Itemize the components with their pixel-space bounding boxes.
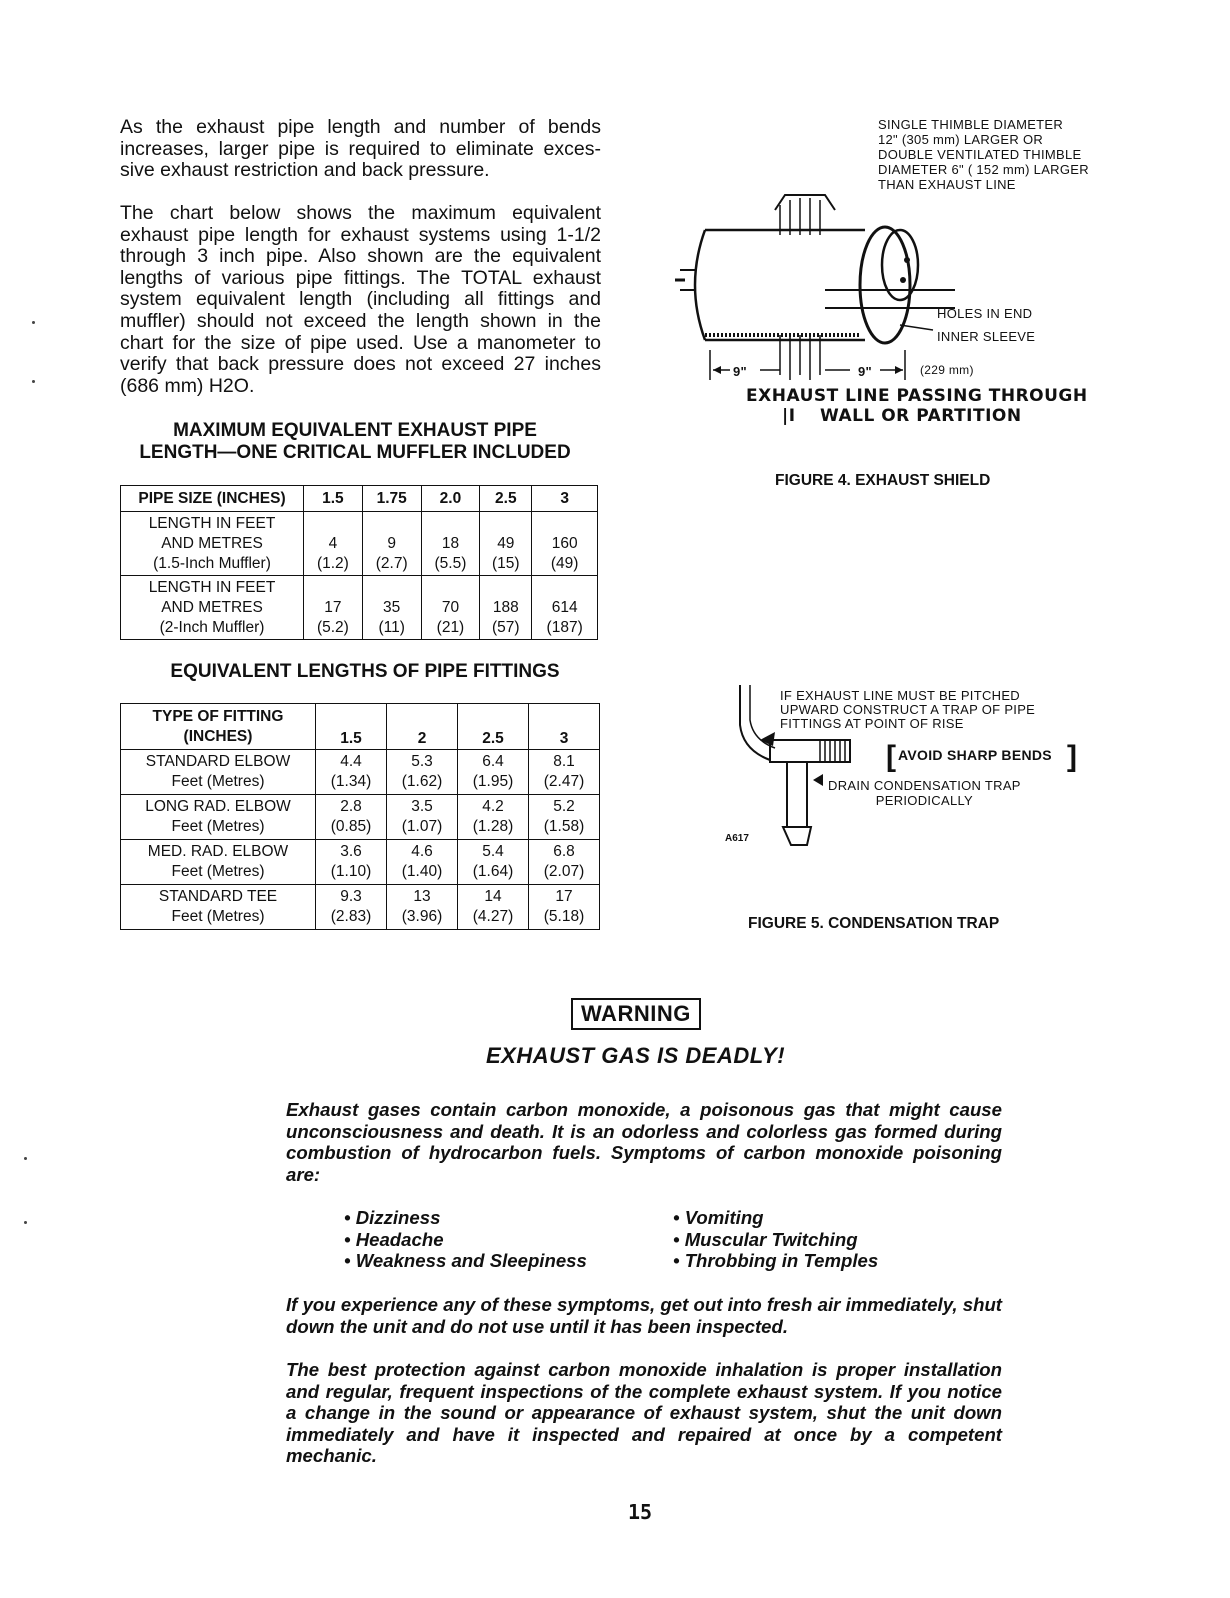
table2-cell: 6.4 (1.95) xyxy=(458,750,529,795)
table1-header-cell: PIPE SIZE (INCHES) xyxy=(121,486,304,512)
list-item: • Muscular Twitching xyxy=(673,1228,858,1250)
table2-header-cell: 3 xyxy=(529,704,600,750)
list-item: • Vomiting xyxy=(673,1207,764,1228)
drain-label: DRAIN CONDENSATION TRAP PERIODICALLY xyxy=(828,778,1021,808)
scan-speck xyxy=(24,1221,27,1224)
table2-cell: 14 (4.27) xyxy=(458,885,529,930)
intro-paragraph-1: As the exhaust pipe length and number of bends increases, larger pipe is required to eliminate exces-sive exhaust restriction and back pressure. xyxy=(120,116,601,182)
scan-speck xyxy=(32,380,35,383)
table1-row-label: LENGTH IN FEET AND METRES (1.5-Inch Muffler) xyxy=(121,512,304,576)
list-item: • Throbbing in Temples xyxy=(673,1250,879,1272)
warning-label: WARNING xyxy=(571,998,701,1030)
table2-header-cell: 2 xyxy=(387,704,458,750)
exhaust-shield-diagram xyxy=(675,190,1055,390)
condensation-trap-diagram xyxy=(725,680,905,860)
figure4-title-line2: WALL OR PARTITION xyxy=(820,406,1022,426)
list-item: • Dizziness xyxy=(344,1207,441,1228)
scan-speck xyxy=(24,1157,27,1160)
table1-cell: 188 (57) xyxy=(480,576,532,640)
table-row xyxy=(121,840,600,885)
page-number: 15 xyxy=(628,1500,653,1524)
table1-cell: 35 (11) xyxy=(362,576,421,640)
warning-headline: EXHAUST GAS IS DEADLY! xyxy=(486,1043,786,1068)
dimension-left: 9" xyxy=(733,364,747,379)
bracket-right: ] xyxy=(1067,740,1077,773)
table2-cell: 2.8 (0.85) xyxy=(316,795,387,840)
table1-cell: 9 (2.7) xyxy=(362,512,421,576)
intro-paragraph-2: The chart below shows the maximum equivalent exhaust pipe length for exhaust systems using 1-1/2 through 3 inch pipe. Also shown are the equivalent lengths of various pipe fittings. The TOTAL exhaust system equivalent length (including all fittings and muffler) should not exceed the length shown in the chart for the size of pipe used. Use a manometer to verify that back pressure does not exceed 27 inches (686 mm) H2O. xyxy=(120,202,601,397)
table2-cell: 5.4 (1.64) xyxy=(458,840,529,885)
table1-header-cell: 2.0 xyxy=(421,486,480,512)
figure5-note: IF EXHAUST LINE MUST BE PITCHED UPWARD CONSTRUCT A TRAP OF PIPE FITTINGS AT POINT OF RISE xyxy=(780,688,1036,731)
table1-header-cell: 1.5 xyxy=(304,486,363,512)
warning-paragraph-1: Exhaust gases contain carbon monoxide, a poisonous gas that might cause unconsciousness and death. It is an odorless and colorless gas formed during combustion of hydrocarbon fuels. Symptoms of carbon monoxide poisoning are: xyxy=(286,1099,1002,1185)
table1-header-cell: 2.5 xyxy=(480,486,532,512)
avoid-sharp-bends: AVOID SHARP BENDS xyxy=(898,747,1052,763)
symptoms-left xyxy=(344,1207,587,1272)
bracket-left: [ xyxy=(886,740,896,773)
table-row xyxy=(121,885,600,930)
table1-cell: 4 (1.2) xyxy=(304,512,363,576)
warning-paragraph-2: If you experience any of these symptoms, get out into fresh air immediately, shut down the unit and do not use until it has been inspected. xyxy=(286,1294,1002,1337)
table2-header-cell: TYPE OF FITTING (INCHES) xyxy=(121,704,316,750)
list-item: • Weakness and Sleepiness xyxy=(344,1250,587,1272)
table2-cell: 3.6 (1.10) xyxy=(316,840,387,885)
table-row xyxy=(121,795,600,840)
table1-cell: 614 (187) xyxy=(532,576,598,640)
table2-cell: 3.5 (1.07) xyxy=(387,795,458,840)
table1-row-label: LENGTH IN FEET AND METRES (2-Inch Muffler) xyxy=(121,576,304,640)
table-row xyxy=(121,750,600,795)
figure4-note: SINGLE THIMBLE DIAMETER 12" (305 mm) LARGER OR DOUBLE VENTILATED THIMBLE DIAMETER 6" ( 152 mm) LARGER THAN EXHAUST LINE xyxy=(878,117,1089,192)
figure5-caption: FIGURE 5. CONDENSATION TRAP xyxy=(748,915,1000,932)
fitting-name: STANDARD TEE Feet (Metres) xyxy=(121,885,316,930)
table1-header-cell: 3 xyxy=(532,486,598,512)
table2-header-cell: 2.5 xyxy=(458,704,529,750)
table2-cell: 9.3 (2.83) xyxy=(316,885,387,930)
table1-header-cell: 1.75 xyxy=(362,486,421,512)
table2-cell: 5.3 (1.62) xyxy=(387,750,458,795)
table2-cell: 4.4 (1.34) xyxy=(316,750,387,795)
table1-title-line1: MAXIMUM EQUIVALENT EXHAUST PIPE xyxy=(173,420,537,441)
dimension-right: 9" xyxy=(858,364,872,379)
figure4-title-line1: EXHAUST LINE PASSING THROUGH xyxy=(746,386,1088,406)
dimension-mm: (229 mm) xyxy=(920,363,974,377)
table2-cell: 13 (3.96) xyxy=(387,885,458,930)
table1-cell: 49 (15) xyxy=(480,512,532,576)
table1-cell: 160 (49) xyxy=(532,512,598,576)
warning-paragraph-3: The best protection against carbon monoxide inhalation is proper installation and regular, frequent inspections of the complete exhaust system. If you notice a change in the sound or appearance of exhaust system, shut the unit down immediately and have it inspected and repaired at once by a competent mechanic. xyxy=(286,1359,1002,1467)
table-row xyxy=(121,576,598,640)
table2-cell: 6.8 (2.07) xyxy=(529,840,600,885)
table2-cell: 4.6 (1.40) xyxy=(387,840,458,885)
table2-title: EQUIVALENT LENGTHS OF PIPE FITTINGS xyxy=(170,661,560,682)
max-length-table xyxy=(120,485,598,640)
table-row xyxy=(121,512,598,576)
table1-title xyxy=(110,420,600,464)
table1-cell: 70 (21) xyxy=(421,576,480,640)
table2-cell: 4.2 (1.28) xyxy=(458,795,529,840)
table2-cell: 17 (5.18) xyxy=(529,885,600,930)
table2-header-cell: 1.5 xyxy=(316,704,387,750)
fitting-name: STANDARD ELBOW Feet (Metres) xyxy=(121,750,316,795)
table2-cell: 8.1 (2.47) xyxy=(529,750,600,795)
figure4-title-prefix: |I xyxy=(782,406,796,426)
table1-cell: 18 (5.5) xyxy=(421,512,480,576)
table2-cell: 5.2 (1.58) xyxy=(529,795,600,840)
holes-label: HOLES IN END xyxy=(937,306,1033,321)
fitting-name: MED. RAD. ELBOW Feet (Metres) xyxy=(121,840,316,885)
sleeve-label: INNER SLEEVE xyxy=(937,329,1036,344)
fittings-table xyxy=(120,703,600,930)
scan-speck xyxy=(32,321,35,324)
list-item: • Headache xyxy=(344,1228,444,1250)
figure-code: A617 xyxy=(725,833,749,844)
figure4-caption: FIGURE 4. EXHAUST SHIELD xyxy=(775,472,991,489)
table1-cell: 17 (5.2) xyxy=(304,576,363,640)
fitting-name: LONG RAD. ELBOW Feet (Metres) xyxy=(121,795,316,840)
symptoms-right xyxy=(673,1207,878,1272)
table1-title-line2: LENGTH—ONE CRITICAL MUFFLER INCLUDED xyxy=(139,442,571,463)
